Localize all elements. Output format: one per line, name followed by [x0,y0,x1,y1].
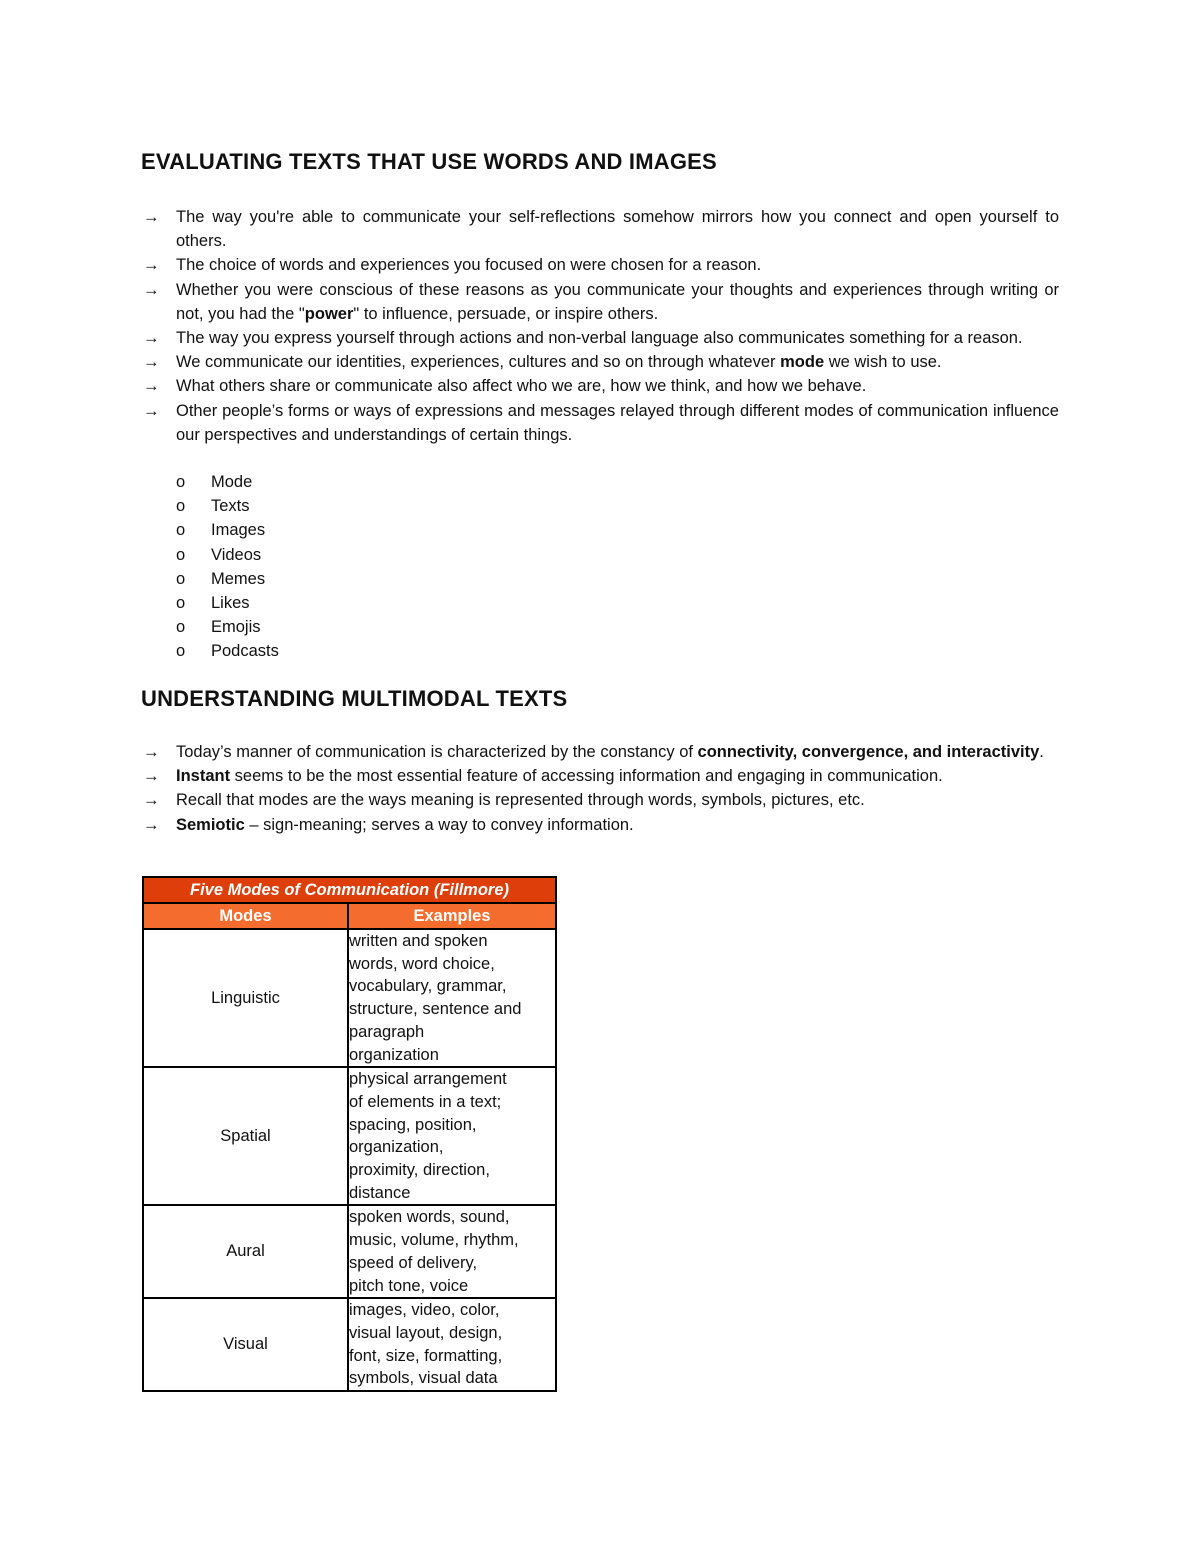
bullet-item [141,374,1059,398]
bullet-item [141,764,1059,788]
arrow-bullet-icon: → [143,815,160,834]
sub-list-item [176,494,279,518]
mode-cell: Visual [143,1298,348,1391]
section-heading-multimodal: UNDERSTANDING MULTIMODAL TEXTS [141,686,568,711]
bold-text: mode [780,353,825,372]
mode-cell: Aural [143,1205,348,1298]
bold-text: connectivity, convergence, and interactivity [697,743,1040,761]
arrow-bullet-icon: → [143,329,160,348]
arrow-bullet-icon: → [143,377,160,396]
arrow-bullet-icon: → [143,208,160,226]
arrow-bullet-icon: → [143,401,160,420]
sub-list-item [176,567,279,591]
table-title-row [143,877,556,903]
mode-cell: Spatial [143,1067,348,1205]
text-segment: We communicate our identities, experiences, cultures and so on through whatever [176,353,781,372]
bullet-item [141,813,1059,837]
circle-bullet-icon: o [176,521,186,540]
examples-cell [348,1298,556,1391]
sub-list-item [176,591,279,615]
example-line: proximity, direction, [349,1161,490,1180]
modes-table [142,876,557,1392]
sub-list-label: Podcasts [211,642,279,661]
sub-list-label: Emojis [211,618,261,637]
text-segment: The way you express yourself through actions and non-verbal language also communicates something for a reason. [176,329,1023,348]
text-segment: The way you're able to communicate your self-reflections somehow mirrors how you connect and open yourself to others. [176,208,1059,251]
example-line: spacing, position, [349,1115,477,1134]
table-body [143,929,556,1391]
examples-cell [348,929,556,1067]
example-line: images, video, color, [349,1301,500,1320]
examples-cell [348,1067,556,1205]
arrow-bullet-icon: → [143,256,160,275]
bullet-list-evaluating [141,205,1059,447]
bullet-item [141,278,1059,326]
example-line: font, size, formatting, [349,1346,503,1365]
bullet-item [141,205,1059,253]
sub-list-item [176,518,279,542]
arrow-bullet-icon: → [143,791,160,810]
circle-bullet-icon: o [176,642,186,661]
bullet-item [141,740,1059,764]
header-examples: Examples [348,903,556,929]
example-line: organization, [349,1138,444,1157]
text-segment: Whether you were conscious of these reasons as you communicate your thoughts and experiences through writing or not, you had the " [176,280,1059,323]
bullet-item [141,350,1059,374]
arrow-bullet-icon: → [143,280,160,299]
bullet-item [141,399,1059,447]
example-line: distance [349,1183,411,1202]
example-line: of elements in a text; [349,1092,502,1111]
sub-list-item [176,615,279,639]
table-row [143,1205,556,1298]
bold-text: Semiotic [176,815,245,834]
table-row [143,1067,556,1205]
text-segment: – sign-meaning; serves a way to convey information. [244,815,634,834]
table-row [143,929,556,1067]
table-title: Five Modes of Communication (Fillmore) [143,877,556,903]
example-line: pitch tone, voice [349,1276,469,1295]
example-line: organization [349,1045,439,1064]
modes-sub-list [176,470,279,664]
sub-list-item [176,639,279,663]
sub-list-label: Mode [211,473,253,491]
circle-bullet-icon: o [176,497,186,516]
sub-list-label: Images [211,521,266,540]
example-line: symbols, visual data [349,1369,498,1388]
examples-cell [348,1205,556,1298]
section-heading-evaluating: EVALUATING TEXTS THAT USE WORDS AND IMAGES [141,149,717,174]
circle-bullet-icon: o [176,594,186,613]
example-line: visual layout, design, [349,1323,503,1342]
text-segment: seems to be the most essential feature of accessing information and engaging in communication. [230,767,943,786]
example-line: paragraph [349,1022,425,1041]
circle-bullet-icon: o [176,569,186,588]
circle-bullet-icon: o [176,545,186,564]
example-line: vocabulary, grammar, [349,977,507,996]
bold-text: Instant [176,767,231,786]
sub-list-item [176,543,279,567]
header-modes: Modes [143,903,348,929]
example-line: structure, sentence and [349,1000,522,1019]
table-header-row [143,903,556,929]
example-line: music, volume, rhythm, [349,1231,519,1250]
example-line: speed of delivery, [349,1253,478,1272]
sub-list-label: Memes [211,569,266,588]
text-segment: Today’s manner of communication is characterized by the constancy of [176,743,698,761]
circle-bullet-icon: o [176,618,186,637]
text-segment: Recall that modes are the ways meaning is represented through words, symbols, pictures, etc. [176,791,865,810]
sub-list-label: Videos [211,545,262,564]
circle-bullet-icon: o [176,473,186,491]
bullet-list-multimodal [141,740,1059,837]
text-segment: The choice of words and experiences you focused on were chosen for a reason. [176,256,762,275]
text-segment: " to influence, persuade, or inspire others. [353,304,659,323]
example-line: physical arrangement [349,1070,507,1089]
text-segment: we wish to use. [824,353,942,372]
text-segment: Other people’s forms or ways of expressions and messages relayed through different modes of communication influence our perspectives and understandings of certain things. [176,401,1059,444]
arrow-bullet-icon: → [143,767,160,786]
sub-list-item [176,470,279,494]
example-line: words, word choice, [349,954,495,973]
table-row [143,1298,556,1391]
sub-list-label: Texts [211,497,250,516]
bullet-item [141,326,1059,350]
sub-list-label: Likes [211,594,250,613]
bullet-item [141,253,1059,277]
bold-text: power [304,304,354,323]
text-segment: . [1039,743,1044,761]
example-line: spoken words, sound, [349,1208,510,1227]
bullet-item [141,788,1059,812]
text-segment: What others share or communicate also affect who we are, how we think, and how we behave. [176,377,867,396]
example-line: written and spoken [349,932,488,950]
arrow-bullet-icon: → [143,353,160,372]
arrow-bullet-icon: → [143,743,160,761]
mode-cell: Linguistic [143,929,348,1067]
